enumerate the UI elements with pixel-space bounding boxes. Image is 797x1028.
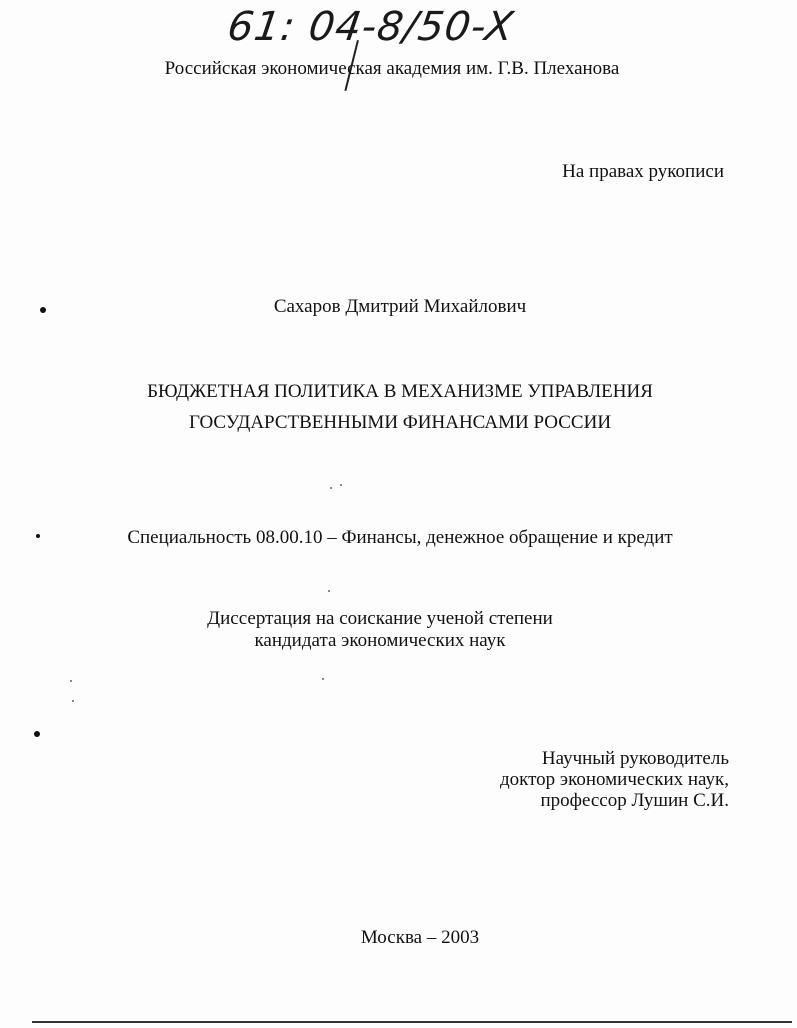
thesis-title-line-1: БЮДЖЕТНАЯ ПОЛИТИКА В МЕХАНИЗМЕ УПРАВЛЕНИЯ — [147, 381, 653, 402]
author-name: Сахаров Дмитрий Михайлович — [273, 296, 527, 317]
institution-name: Российская экономическая академия им. Г.В. Плеханова — [164, 58, 620, 79]
scan-speck — [328, 590, 330, 592]
dissertation-line-1: Диссертация на соискание ученой степени — [207, 608, 553, 629]
bottom-rule — [32, 1021, 792, 1023]
margin-dot — [36, 534, 40, 538]
margin-dot — [34, 731, 40, 737]
scan-speck — [330, 487, 332, 489]
rights-notice: На правах рукописи — [562, 161, 724, 182]
scan-speck — [70, 680, 72, 682]
advisor-degree: доктор экономических наук, — [499, 769, 729, 790]
scan-speck — [340, 484, 342, 486]
city-year: Москва – 2003 — [360, 927, 480, 948]
scan-speck — [72, 700, 74, 702]
advisor-role: Научный руководитель — [541, 748, 729, 769]
scan-speck — [322, 678, 324, 680]
dissertation-line-2: кандидата экономических наук — [254, 630, 506, 651]
margin-dot — [40, 307, 46, 313]
thesis-title-line-2: ГОСУДАРСТВЕННЫМИ ФИНАНСАМИ РОССИИ — [188, 412, 612, 433]
handwritten-archive-code: 61: 04-8/50-X — [224, 4, 517, 50]
advisor-block — [500, 748, 729, 811]
specialty-line: Специальность 08.00.10 – Финансы, денежное обращение и кредит — [127, 527, 673, 548]
advisor-name: профессор Лушин С.И. — [540, 790, 729, 811]
